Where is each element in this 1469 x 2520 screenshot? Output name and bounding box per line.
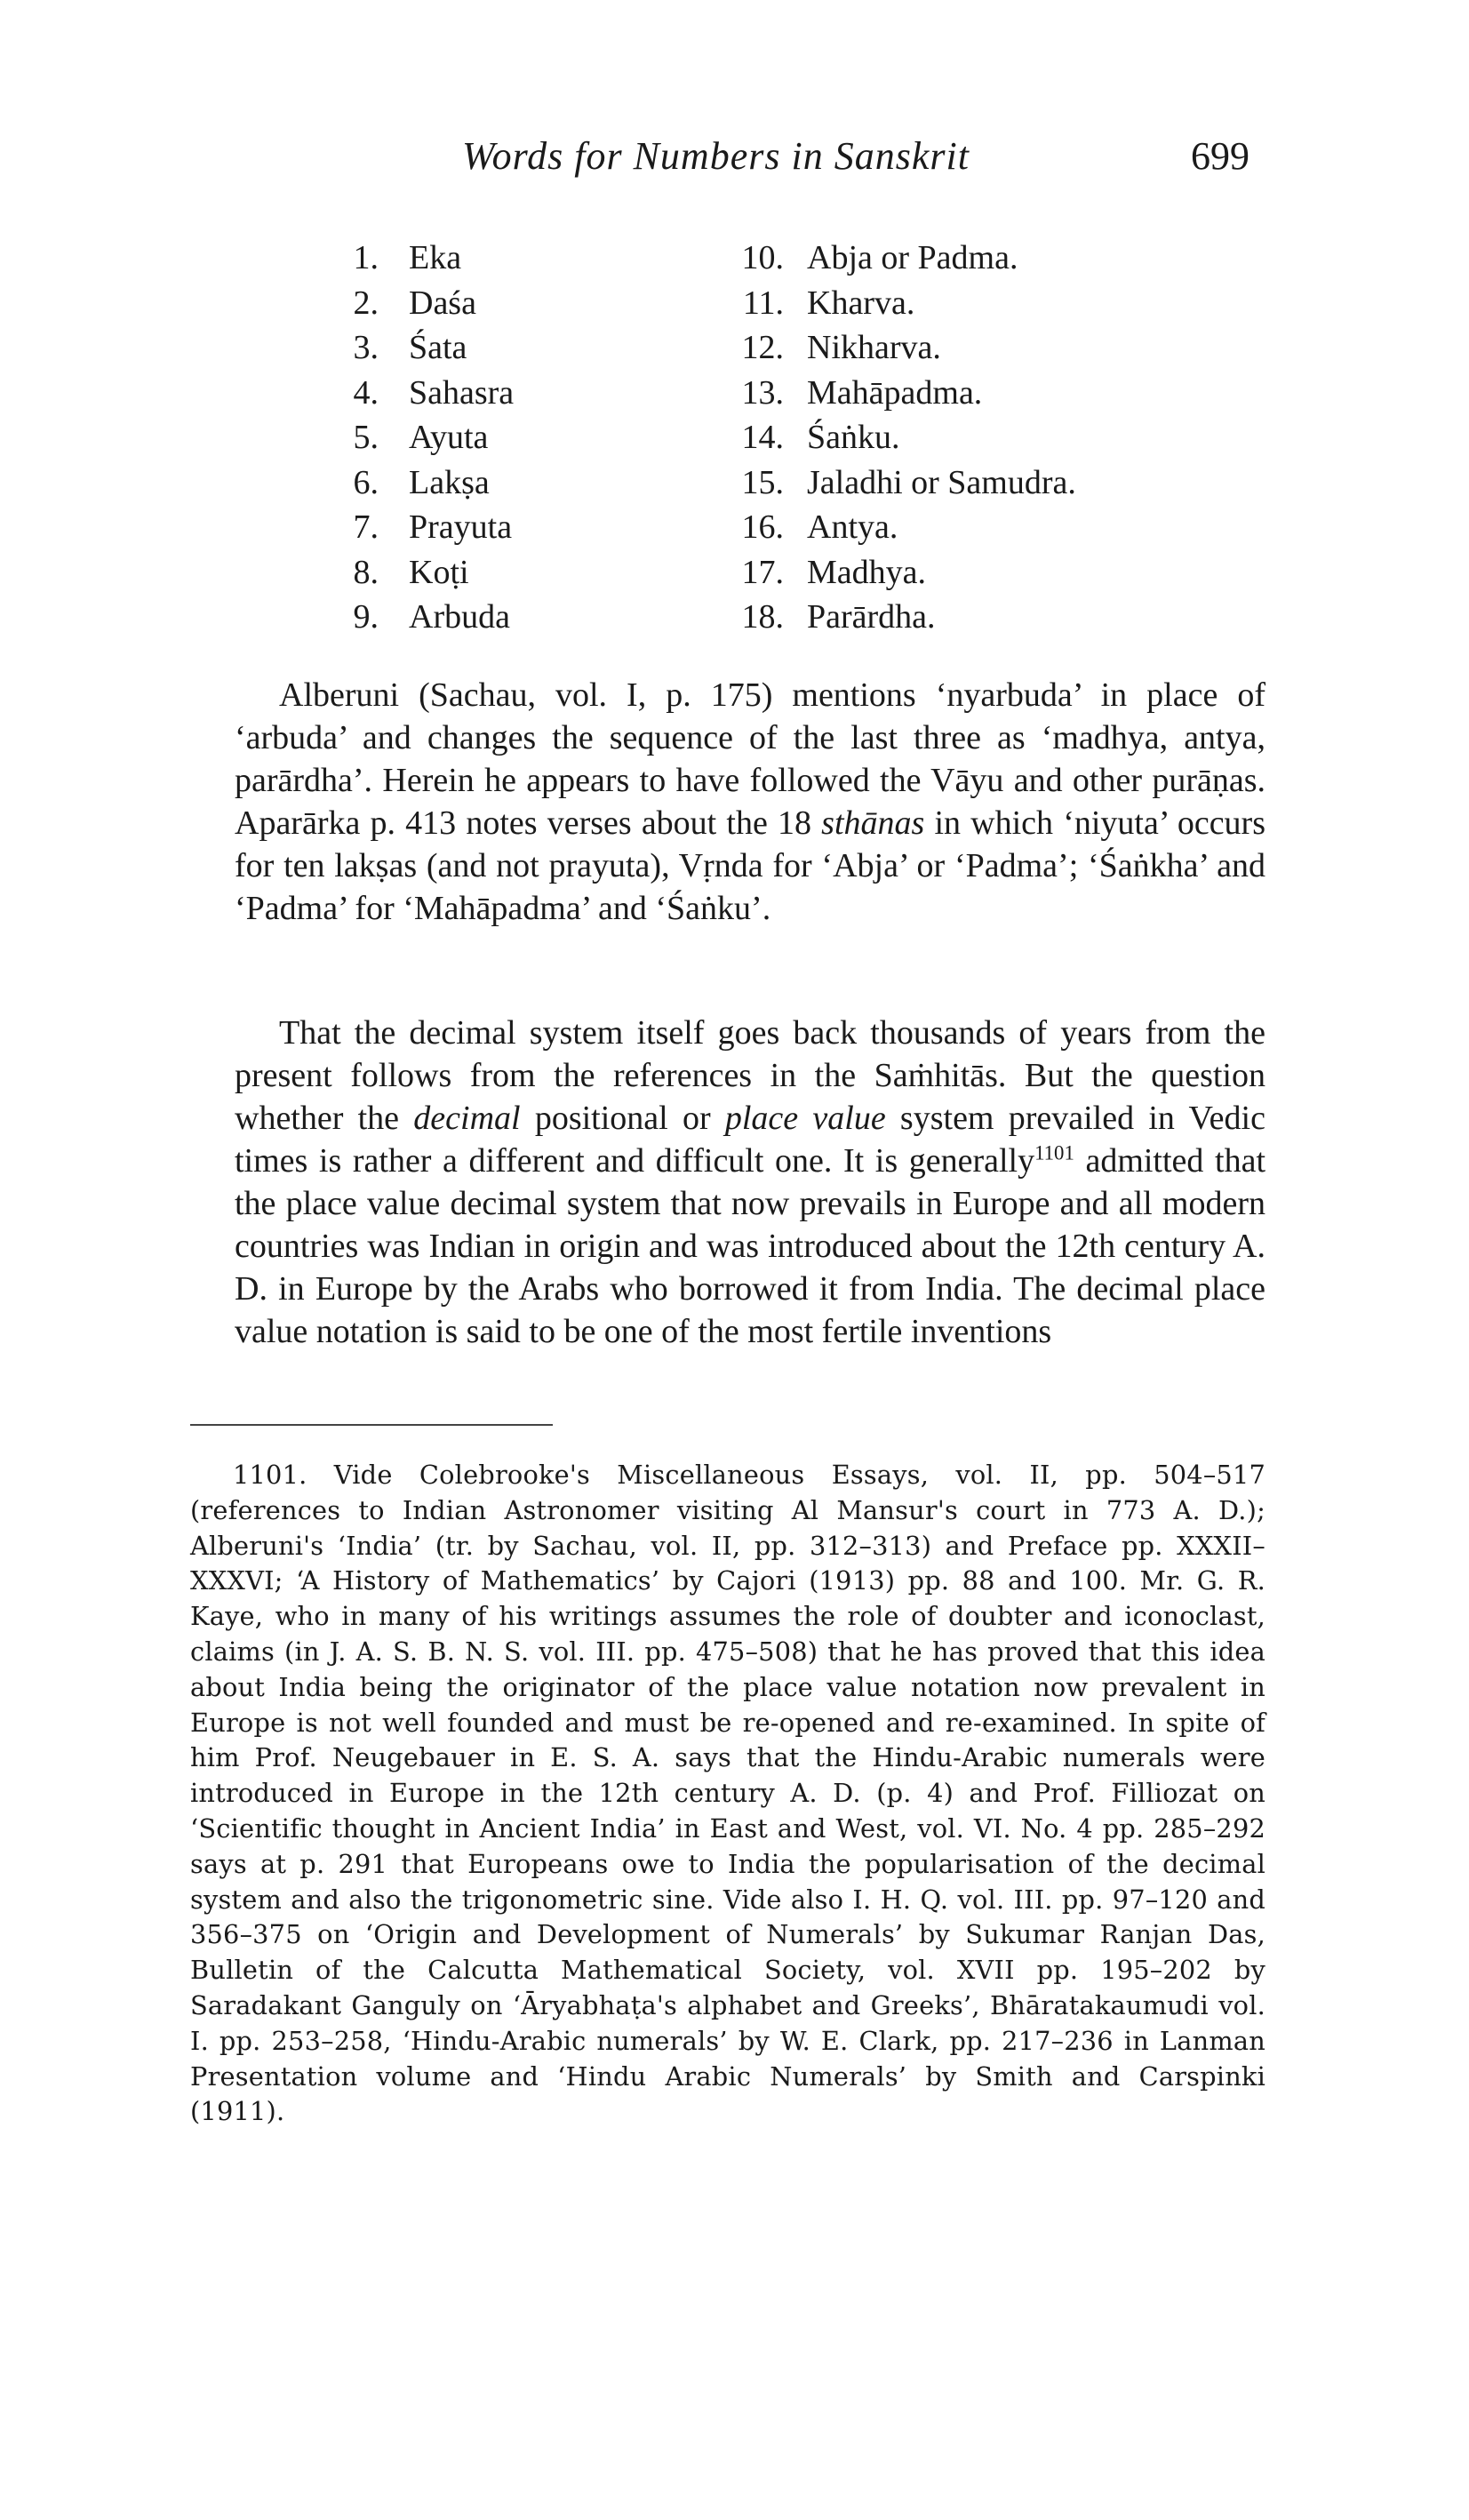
list-item-word: Sahasra (409, 373, 515, 412)
list-item (720, 236, 1076, 281)
list-item-number: 9. (353, 598, 379, 636)
list-item-word: Antya. (807, 508, 898, 546)
list-item-word: Abja or Padma. (807, 239, 1018, 276)
paragraph-text: in which ‘niyuta’ occurs for ten lakṣas (and not prayuta), Vṛnda for ‘Abja’ or ‘Padma’; ‘Śaṅkha’ and ‘Padma’ for ‘Mahāpadma’ and ‘Śaṅku’. (235, 804, 1266, 927)
list-item-word: Lakṣa (409, 463, 490, 501)
list-item-number: 1. (353, 239, 379, 276)
list-item-word: Śata (409, 329, 467, 366)
list-item (329, 325, 514, 371)
list-item-number: 16. (741, 508, 784, 546)
paragraph-text: Alberuni (Sachau, vol. I, p. 175) mentions ‘nyarbuda’ in place of ‘arbuda’ and changes the sequence of the last three as ‘madhya, antya, parārdha’. Herein he appears to have followed the Vāyu and other purāṇas. Aparārka p. 413 notes verses about the 18 (235, 676, 1265, 842)
footnote-reference: 1101 (1034, 1141, 1074, 1164)
italic-term: place value (724, 1100, 886, 1137)
paragraph-text: admitted that the place value decimal system that now prevails in Europe and all modern countries was Indian in origin and was introduced about the 12th century A. D. in Europe by the Arabs who borrowed it from India. The decimal place value notation is said to be one of the most fertile inventions (235, 1142, 1265, 1350)
footnote-marker: 1101. (233, 1460, 307, 1490)
list-item (720, 460, 1076, 506)
list-item (329, 236, 514, 281)
running-title: Words for Numbers in Sanskrit (462, 134, 970, 178)
list-item-number: 6. (353, 463, 379, 501)
page-number: 699 (1191, 134, 1249, 178)
list-item (720, 415, 1076, 460)
list-item-word: Mahāpadma. (807, 373, 983, 412)
list-item (720, 371, 1076, 416)
list-item (329, 371, 514, 416)
footnote-1101 (190, 1458, 1265, 2130)
list-item-word: Śaṅku. (807, 419, 900, 456)
list-item-number: 18. (741, 598, 784, 636)
list-item (329, 415, 514, 460)
paragraph-alberuni (235, 674, 1265, 930)
list-item-number: 11. (742, 284, 784, 322)
footnote-divider (190, 1424, 553, 1426)
list-item (720, 595, 1076, 640)
list-item (329, 550, 514, 596)
list-item-word: Prayuta (409, 508, 513, 546)
list-item (329, 460, 514, 506)
list-item-number: 15. (741, 463, 784, 501)
list-item-number: 14. (741, 419, 784, 456)
paragraph-decimal-system (235, 1012, 1265, 1353)
list-item-number: 7. (353, 508, 379, 546)
number-words-list-left (329, 236, 514, 640)
list-item (329, 595, 514, 640)
list-item-word: Nikharva. (807, 329, 941, 366)
paragraph-text: positional or (520, 1100, 725, 1137)
list-item (720, 325, 1076, 371)
italic-term: decimal (413, 1100, 521, 1137)
paragraph-text: That the decimal system itself goes back thousands of years from the present follows from the references in the Saṁhitās. But the question whether the (235, 1014, 1265, 1137)
list-item-number: 13. (741, 373, 784, 412)
list-item-word: Daśa (409, 284, 476, 322)
list-item (329, 505, 514, 550)
list-item-word: Jaladhi or Samudra. (807, 463, 1076, 501)
italic-term: sthānas (821, 804, 925, 842)
paragraph-text: system prevailed in Vedic times is rather a different and difficult one. It is generally (235, 1100, 1265, 1180)
list-item-word: Koṭi (409, 553, 469, 591)
list-item-number: 12. (741, 329, 784, 366)
list-item-word: Madhya. (807, 553, 927, 591)
list-item-number: 8. (353, 553, 379, 591)
list-item-number: 2. (353, 284, 379, 322)
list-item-number: 5. (353, 419, 379, 456)
list-item-word: Parārdha. (807, 598, 936, 636)
list-item-number: 3. (353, 329, 379, 366)
list-item (720, 505, 1076, 550)
number-words-list-right (720, 236, 1076, 640)
list-item-word: Arbuda (409, 598, 510, 636)
list-item (720, 281, 1076, 326)
list-item-number: 17. (741, 553, 784, 591)
list-item-word: Eka (409, 239, 462, 276)
list-item-word: Ayuta (409, 419, 489, 456)
list-item-number: 4. (353, 373, 379, 412)
list-item (329, 281, 514, 326)
list-item-number: 10. (741, 239, 784, 276)
list-item-word: Kharva. (807, 284, 915, 322)
footnote-text: Vide Colebrooke's Miscellaneous Essays, vol. II, pp. 504–517 (references to Indian Astronomer visiting Al Mansur's court in 773 A. D.); Alberuni's ‘India’ (tr. by Sachau, vol. II, pp. 312–313) and Preface pp. XXXII–XXXVI; ‘A History of Mathematics’ by Cajori (1913) pp. 88 and 100. Mr. G. R. Kaye, who in many of his writings assumes the role of doubter and iconoclast, claims (in J. A. S. B. N. S. vol. III. pp. 475–508) that he has proved that this idea about India being the originator of the place value notation now prevalent in Europe is not well founded and must be re-opened and re-examined. In spite of him Prof. Neugebauer in E. S. A. says that the Hindu-Arabic numerals were introduced in Europe in the 12th century A. D. (p. 4) and Prof. Filliozat on ‘Scientific thought in Ancient India’ in East and West, vol. VI. No. 4 pp. 285–292 says at p. 291 that Europeans owe to India the popularisation of the decimal system and also the trigonometric sine. Vide also I. H. Q. vol. III. pp. 97–120 and 356–375 on ‘Origin and Development of Numerals’ by Sukumar Ranjan Das, Bulletin of the Calcutta Mathematical Society, vol. XVII pp. 195–202 by Saradakant Ganguly on ‘Āryabhaṭa's alphabet and Greeks’, Bhāratakaumudi vol. I. pp. 253–258, ‘Hindu-Arabic numerals’ by W. E. Clark, pp. 217–236 in Lanman Presentation volume and ‘Hindu Arabic Numerals’ by Smith and Carspinki (1911). (190, 1460, 1265, 2127)
list-item (720, 550, 1076, 596)
